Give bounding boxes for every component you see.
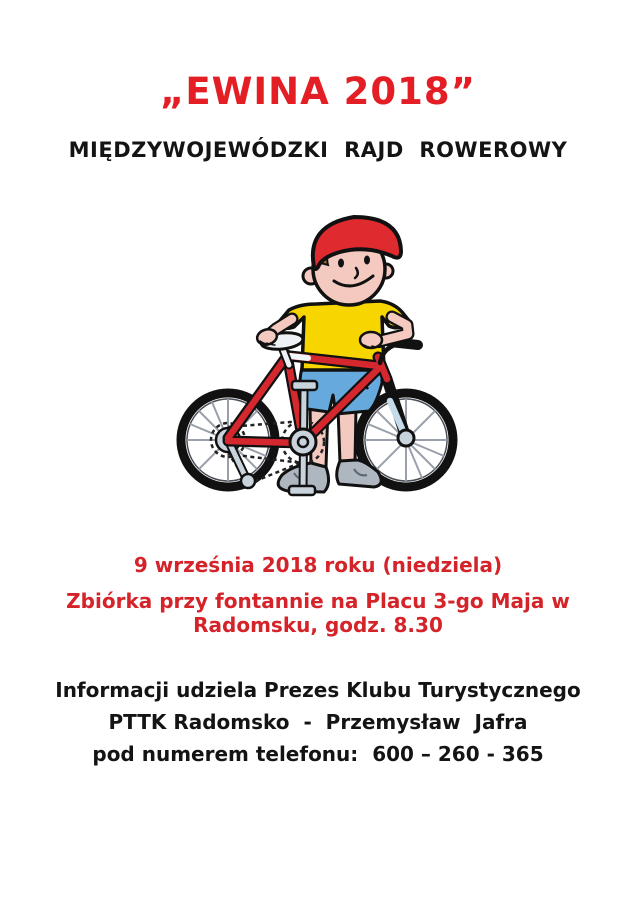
event-meeting-line-1: Zbiórka przy fontannie na Placu 3-go Maja w — [66, 589, 570, 613]
contact-phone-line: pod numerem telefonu: 600 – 260 - 365 — [92, 742, 544, 766]
boy-left-eye — [338, 259, 344, 268]
contact-info-line: Informacji udziela Prezes Klubu Turystycznego — [55, 678, 581, 702]
event-date-line: 9 września 2018 roku (niedziela) — [133, 553, 503, 577]
front-hub — [398, 430, 414, 446]
poster-subtitle: MIĘDZYWOJEWÓDZKI RAJD ROWEROWY — [68, 138, 568, 162]
boy-right-leg — [338, 408, 356, 463]
bottom-pedal — [289, 486, 315, 495]
boy-right-eye — [364, 256, 370, 265]
top-pedal — [292, 381, 317, 390]
poster-title: „EWINA 2018” — [160, 70, 476, 113]
boy-right-hand — [360, 332, 382, 348]
boy-with-bicycle-illustration — [168, 205, 468, 515]
event-meeting-line-2: Radomsku, godz. 8.30 — [193, 613, 443, 637]
contact-organizer-line: PTTK Radomsko - Przemysław Jafra — [108, 710, 528, 734]
boy-with-bicycle-svg — [168, 205, 468, 515]
